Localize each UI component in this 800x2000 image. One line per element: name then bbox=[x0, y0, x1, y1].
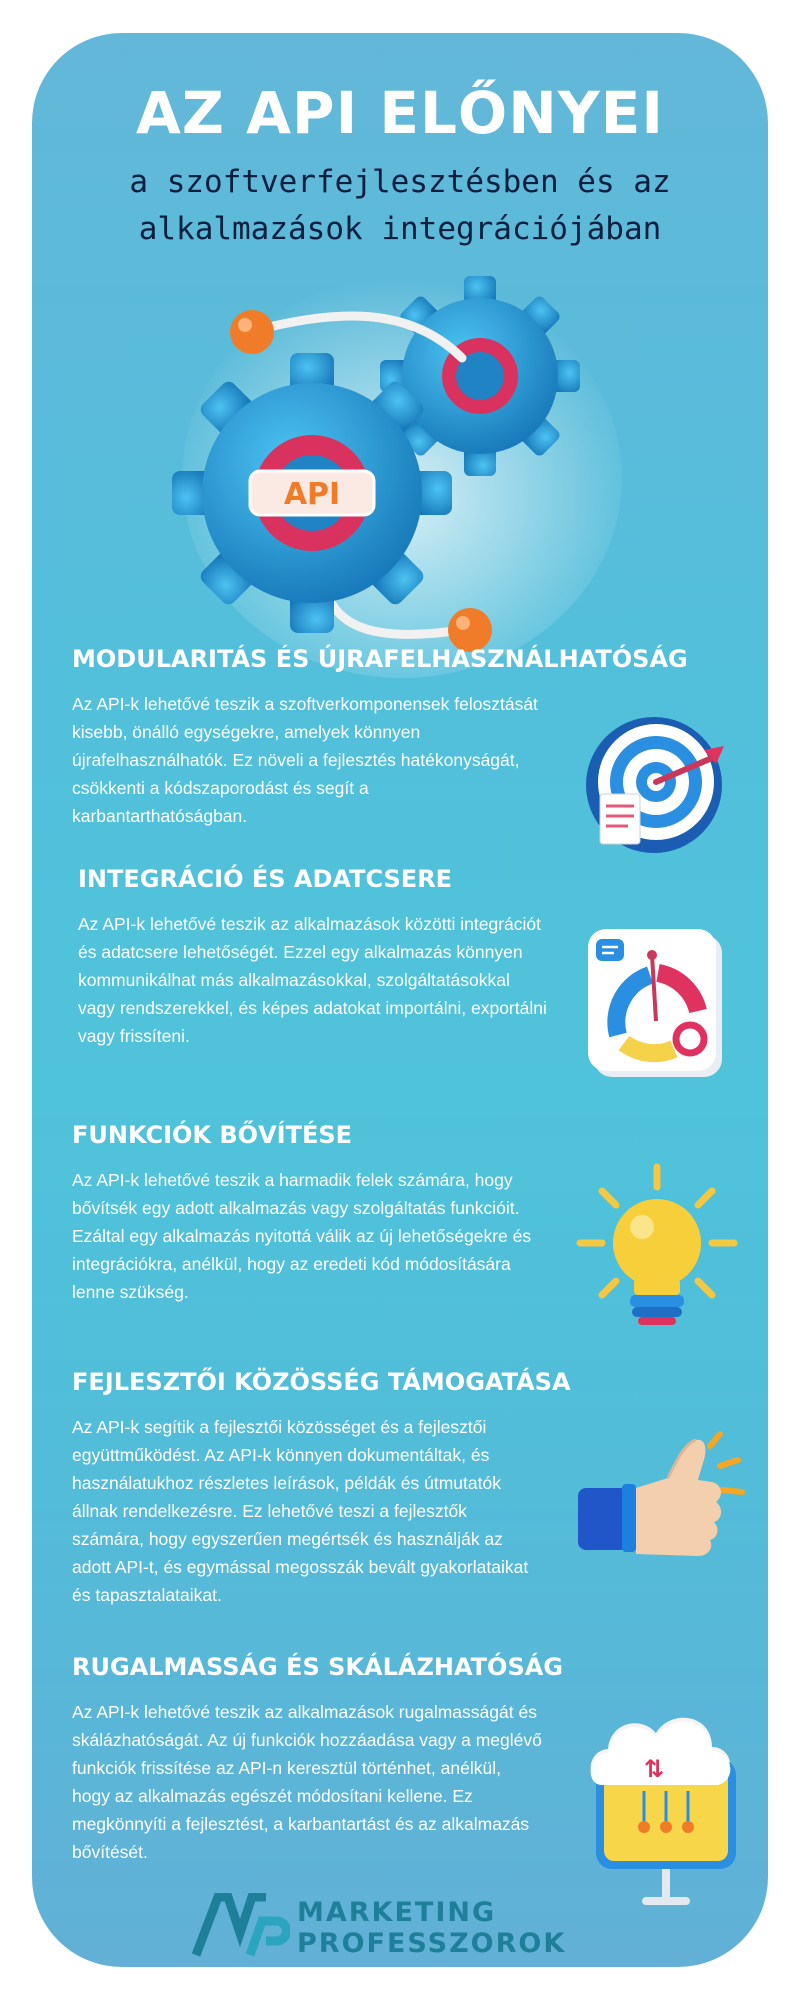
section-integration bbox=[78, 865, 738, 1095]
section-extension bbox=[72, 1121, 732, 1351]
mp-logo-icon bbox=[192, 1893, 290, 1957]
chart-report-icon bbox=[578, 925, 738, 1085]
section-modularity bbox=[72, 645, 732, 845]
target-icon bbox=[582, 710, 727, 855]
brand-line-1: MARKETING bbox=[297, 1897, 497, 1928]
api-badge-label: API bbox=[283, 477, 341, 512]
section-text: Az API-k segítik a fejlesztői közösséget és a fejlesztői együttműködést. Az API-k könnyen dokumentáltak, és használatukhoz részletes leírások, példák és útmutatók állnak rendelkezésre. Ez lehetővé teszi a fejlesztők számára, hogy egyszerűen megértsék és használják az adott API-t, és egymással megosszák bevált gyakorlataikat és tapasztalataikat. bbox=[72, 1417, 529, 1605]
page-subtitle bbox=[92, 159, 708, 253]
subtitle-line-1: a szoftverfejlesztésben és az bbox=[129, 164, 671, 200]
section-text: Az API-k lehetővé teszik az alkalmazások közötti integrációt és adatcsere lehetőségét. Ezzel egy alkalmazás könnyen kommunikálhat más alkalmazásokkal, szolgáltatásokkal vagy rendszerekkel, és képes adatokat importálni, exportálni vagy frissíteni. bbox=[78, 914, 547, 1046]
infographic-card bbox=[32, 33, 768, 1967]
light-bulb-icon bbox=[572, 1161, 742, 1336]
gears-icon bbox=[162, 248, 622, 678]
thumbs-up-icon bbox=[572, 1426, 757, 1566]
brand-name bbox=[297, 1897, 566, 1959]
page-title: AZ API ELŐNYEI bbox=[136, 79, 664, 147]
section-flexibility bbox=[72, 1653, 732, 1913]
section-text: Az API-k lehetővé teszik a harmadik felek számára, hogy bővítsék egy adott alkalmazás vagy szolgáltatás funkcióit. Ezáltal egy alkalmazás nyitottá válik az új lehetőségekre és integrációkra, anélkül, hogy az eredeti kód módosítására lenne szükség. bbox=[72, 1170, 532, 1302]
section-title: INTEGRÁCIÓ ÉS ADATCSERE bbox=[78, 865, 453, 893]
subtitle-line-2: alkalmazások integrációjában bbox=[138, 211, 662, 247]
cloud-network-icon bbox=[582, 1701, 747, 1916]
section-title: FUNKCIÓK BŐVÍTÉSE bbox=[72, 1121, 353, 1149]
brand-line-2: PROFESSZOROK bbox=[297, 1928, 567, 1959]
section-text: Az API-k lehetővé teszik a szoftverkomponensek felosztását kisebb, önálló egységekre, amelyek könnyen újrafelhasználhatók. Ez növeli a fejlesztés hatékonyságát, csökkenti a kódszaporodást és segít a karbantarthatóságban. bbox=[72, 694, 538, 826]
section-title: RUGALMASSÁG ÉS SKÁLÁZHATÓSÁG bbox=[72, 1653, 564, 1681]
section-title: FEJLESZTŐI KÖZÖSSÉG TÁMOGATÁSA bbox=[72, 1368, 571, 1396]
section-developer-community bbox=[72, 1368, 732, 1638]
brand-logo bbox=[192, 1893, 612, 1963]
svg-text:⇅: ⇅ bbox=[644, 1755, 665, 1783]
section-title: MODULARITÁS ÉS ÚJRAFELHASZNÁLHATÓSÁG bbox=[72, 645, 688, 673]
section-text: Az API-k lehetővé teszik az alkalmazások rugalmasságát és skálázhatóságát. Az új funkciók hozzáadása vagy a meglévő funkciók frissítése az API-n keresztül történhet, anélkül, hogy az alkalmazás egészét módosítani kellene. Ez megkönnyíti a fejlesztést, a karbantartást és az alkalmazás bővítését. bbox=[72, 1702, 542, 1862]
